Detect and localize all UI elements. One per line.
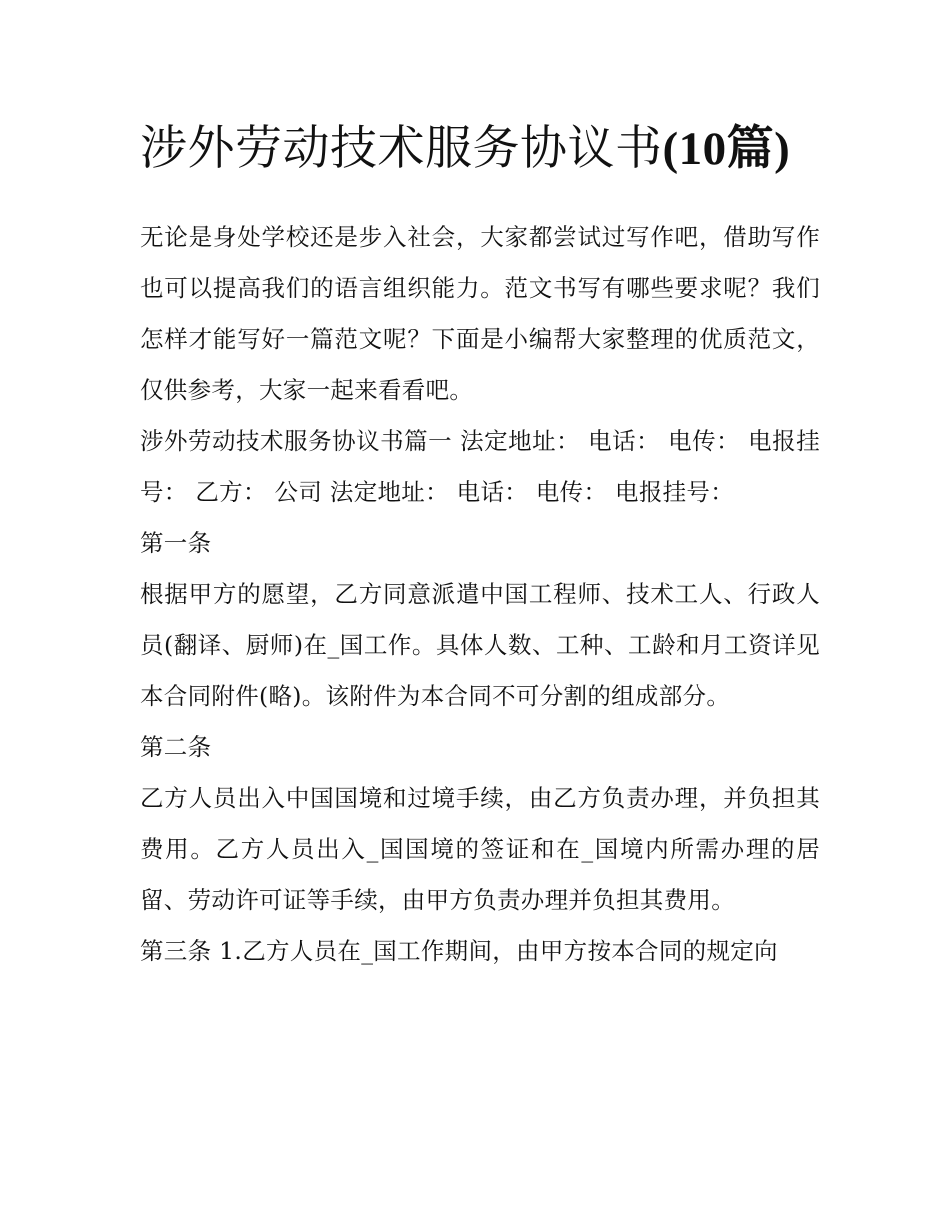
document-page <box>140 112 820 977</box>
article-1-paragraph: 根据甲方的愿望，乙方同意派遣中国工程师、技术工人、行政人员(翻译、厨师)在_国工作。具体人数、工种、工龄和月工资详见本合同附件(略)。该附件为本合同不可分割的组成部分。 <box>140 580 820 710</box>
document-body <box>140 212 820 977</box>
title-main: 涉外劳动技术服务协议书 <box>140 121 663 176</box>
intro-paragraph: 无论是身处学校还是步入社会，大家都尝试过写作吧，借助写作也可以提高我们的语言组织能力。范文书写有哪些要求呢？我们怎样才能写好一篇范文呢？下面是小编帮大家整理的优质范文，仅供参考，大家一起来看看吧。 <box>140 223 820 404</box>
document-title <box>140 112 820 186</box>
article-1-heading: 第一条 <box>140 529 212 557</box>
title-suffix: (10篇) <box>662 123 791 175</box>
article-3-paragraph: 第三条 1.乙方人员在_国工作期间，由甲方按本合同的规定向 <box>140 937 778 965</box>
party-info-paragraph: 涉外劳动技术服务协议书篇一 法定地址： 电话： 电传： 电报挂号： 乙方： 公司 法定地址： 电话： 电传： 电报挂号： <box>140 427 820 506</box>
article-2-paragraph: 乙方人员出入中国国境和过境手续，由乙方负责办理，并负担其费用。乙方人员出入_国国境的签证和在_国境内所需办理的居留、劳动许可证等手续，由甲方负责办理并负担其费用。 <box>140 784 820 914</box>
article-2-heading: 第二条 <box>140 733 212 761</box>
